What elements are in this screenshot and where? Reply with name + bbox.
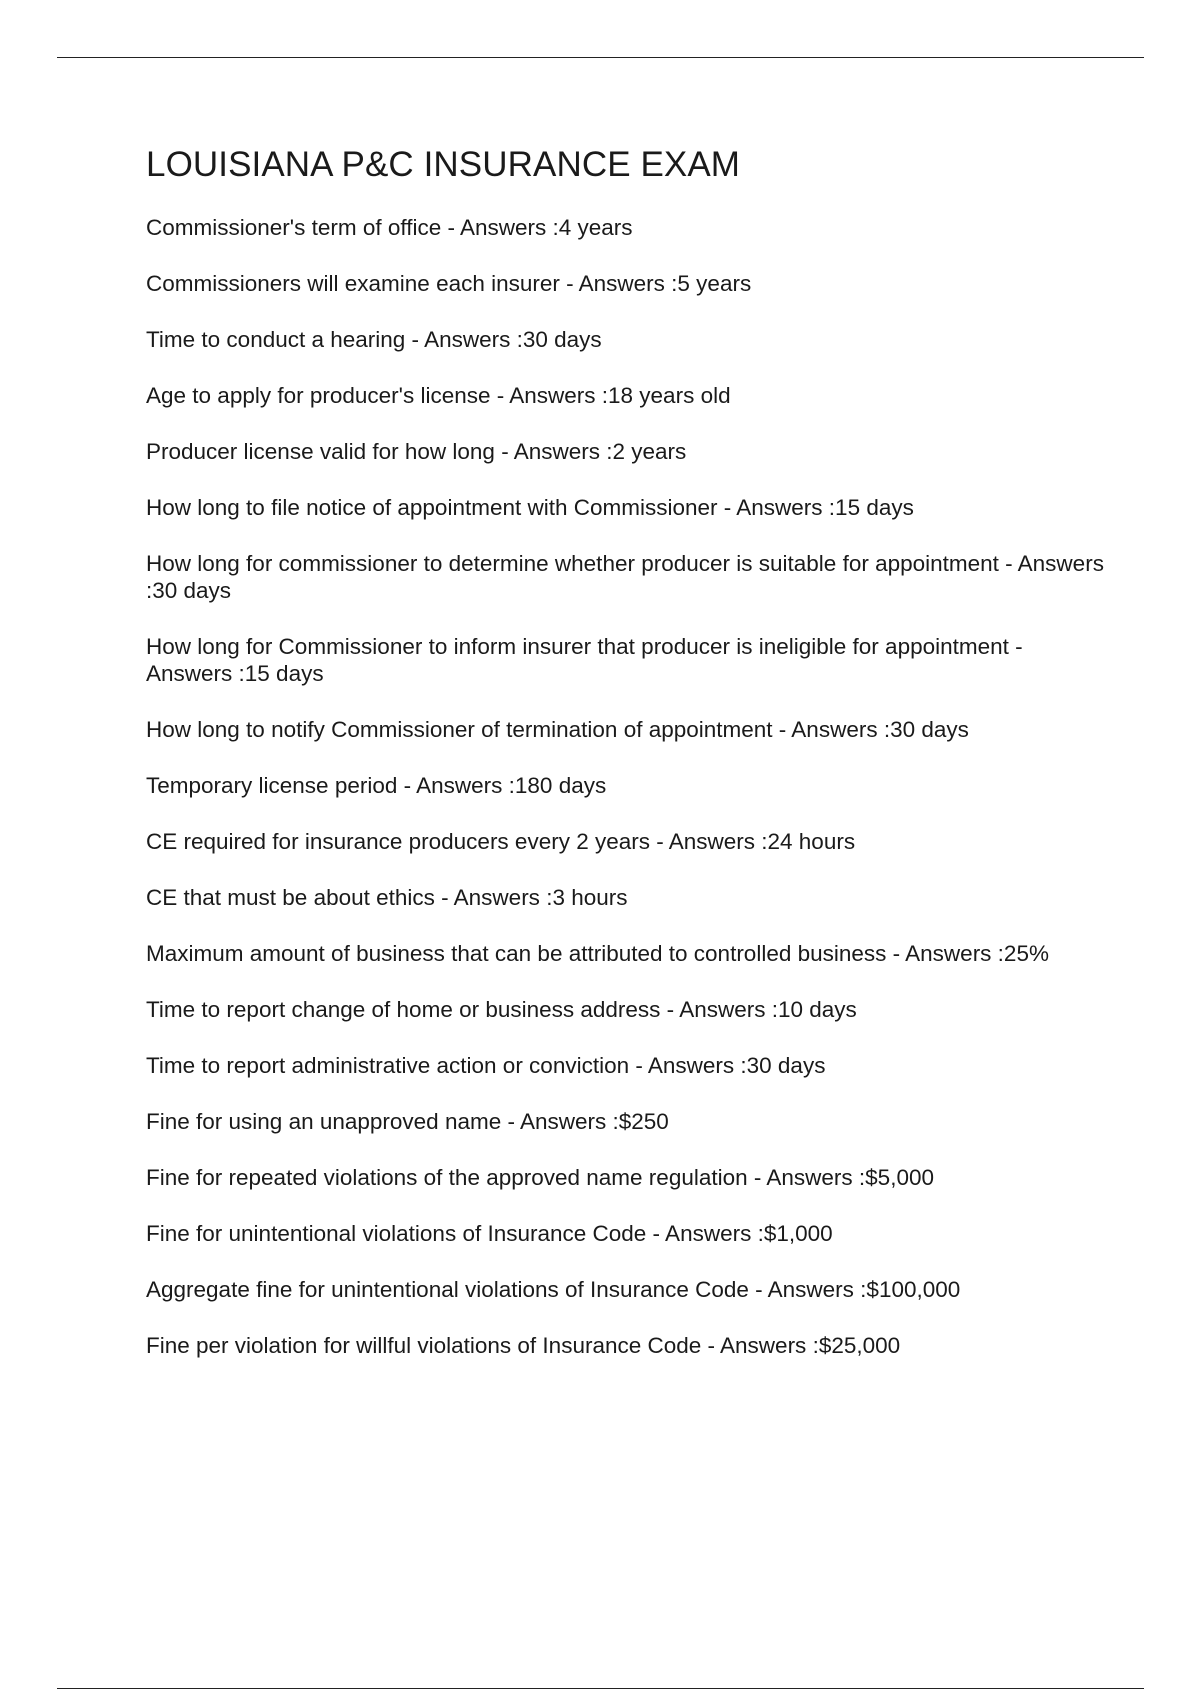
list-item: Fine for using an unapproved name - Answers :$250 — [146, 1109, 669, 1134]
list-item: Aggregate fine for unintentional violations of Insurance Code - Answers :$100,000 — [146, 1277, 961, 1302]
list-item: How long for commissioner to determine whether producer is suitable for appointment - Answers :30 days — [146, 551, 1104, 603]
list-item: Time to conduct a hearing - Answers :30 days — [146, 327, 602, 352]
list-item: Temporary license period - Answers :180 days — [146, 773, 607, 798]
list-item: Maximum amount of business that can be attributed to controlled business - Answers :25% — [146, 941, 1049, 966]
list-item: How long to file notice of appointment with Commissioner - Answers :15 days — [146, 495, 914, 520]
list-item: Producer license valid for how long - Answers :2 years — [146, 439, 687, 464]
document-body — [146, 142, 1106, 1388]
list-item: How long for Commissioner to inform insurer that producer is ineligible for appointment - Answers :15 days — [146, 634, 1023, 686]
list-item: Age to apply for producer's license - Answers :18 years old — [146, 383, 731, 408]
list-item: Commissioner's term of office - Answers :4 years — [146, 215, 633, 240]
list-item: Fine per violation for willful violations of Insurance Code - Answers :$25,000 — [146, 1333, 901, 1358]
list-item: CE required for insurance producers every 2 years - Answers :24 hours — [146, 829, 856, 854]
list-item: Commissioners will examine each insurer - Answers :5 years — [146, 271, 752, 296]
list-item: CE that must be about ethics - Answers :3 hours — [146, 885, 628, 910]
bottom-rule — [57, 1688, 1144, 1689]
list-item: How long to notify Commissioner of termination of appointment - Answers :30 days — [146, 717, 969, 742]
list-item: Fine for repeated violations of the approved name regulation - Answers :$5,000 — [146, 1165, 934, 1190]
qa-list — [146, 214, 1106, 1359]
list-item: Time to report administrative action or conviction - Answers :30 days — [146, 1053, 826, 1078]
page-title: LOUISIANA P&C INSURANCE EXAM — [146, 145, 741, 184]
list-item: Time to report change of home or business address - Answers :10 days — [146, 997, 857, 1022]
list-item: Fine for unintentional violations of Insurance Code - Answers :$1,000 — [146, 1221, 833, 1246]
top-rule — [57, 57, 1144, 58]
